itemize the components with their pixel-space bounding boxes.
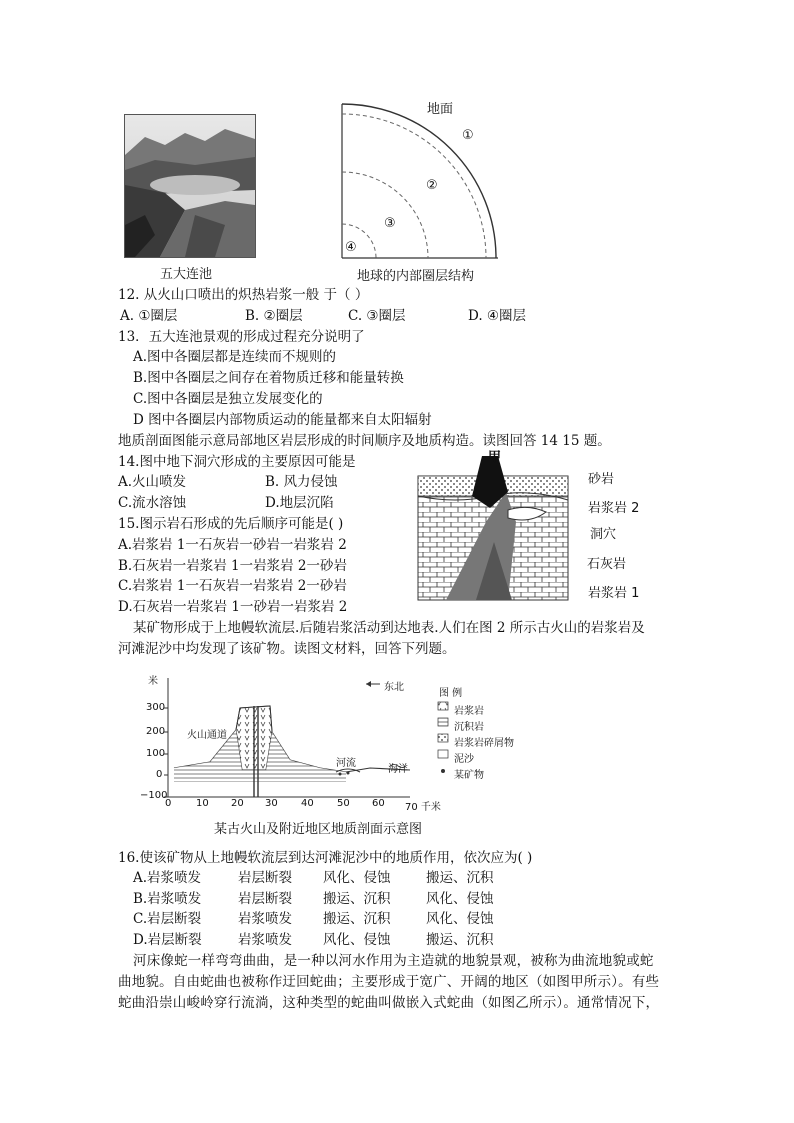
q14-option-a: A.火山喷发 <box>118 474 187 490</box>
volcano-y-tick-200: 200 <box>146 726 166 737</box>
layer-label-4: ④ <box>345 240 357 255</box>
q16-b-3: 搬运、沉积 <box>323 891 391 907</box>
q16-b-4: 风化、侵蚀 <box>426 891 494 907</box>
volcano-y-tick-neg100: −100 <box>140 790 168 801</box>
q16-a-3: 风化、侵蚀 <box>323 870 391 886</box>
volcano-x-tick-20: 20 <box>231 798 244 809</box>
section-label-top: 甲 <box>488 450 502 465</box>
section-label-magma1: 岩浆岩 1 <box>588 586 640 601</box>
passage-line-1: 河床像蛇一样弯弯曲曲，是一种以河水作用为主造就的地貌景观，被称为曲流地貌或蛇 <box>133 953 654 969</box>
volcano-caption: 某古火山及附近地区地质剖面示意图 <box>214 822 423 837</box>
intro-16-line-2: 河滩泥沙中均发现了该矿物。读图文材料，回答下列题。 <box>118 641 456 657</box>
q12-option-b: B. ②圈层 <box>245 308 303 324</box>
volcano-legend-magma: 岩浆岩 <box>454 706 484 717</box>
q12-option-a: A. ①圈层 <box>120 308 178 324</box>
volcano-legend-sand: 泥沙 <box>454 754 474 765</box>
q16-d-2: 岩浆喷发 <box>238 932 292 948</box>
q13-option-d: D 图中各圈层内部物质运动的能量都来自太阳辐射 <box>133 412 432 428</box>
volcano-sea-label: 海洋 <box>388 764 408 775</box>
q16-b-2: 岩层断裂 <box>238 891 292 907</box>
intro-16-line-1: 某矿物形成于上地幔软流层.后随岩浆活动到达地表.人们在图 2 所示古火山的岩浆岩及 <box>133 620 645 636</box>
q15-option-d: D.石灰岩一岩浆岩 1一砂岩一岩浆岩 2 <box>118 599 348 615</box>
layer-label-2: ② <box>426 178 438 193</box>
intro-14-15: 地质剖面图能示意局部地区岩层形成的时间顺序及地质构造。读图回答 14 15 题。 <box>118 433 611 449</box>
volcano-x-tick-10: 10 <box>196 798 209 809</box>
volcano-x-tick-30: 30 <box>265 798 278 809</box>
lake-photo <box>124 114 256 258</box>
photo-caption: 五大连池 <box>160 267 213 282</box>
volcano-x-tick-50: 50 <box>337 798 350 809</box>
volcano-y-unit: 米 <box>148 676 158 687</box>
q15-stem: 15.图示岩石形成的先后顺序可能是( ) <box>118 516 344 532</box>
volcano-x-tick-0: 0 <box>165 798 172 809</box>
q15-option-b: B.石灰岩一岩浆岩 1一岩浆岩 2一砂岩 <box>118 558 347 574</box>
layer-label-1: ① <box>462 128 474 143</box>
geologic-section-diagram <box>416 452 588 602</box>
q13-option-a: A.图中各圈层都是连续而不规则的 <box>133 349 337 365</box>
q16-a-4: 搬运、沉积 <box>426 870 494 886</box>
q16-b-1: B.岩浆喷发 <box>133 891 202 907</box>
q13-option-b: B.图中各圈层之间存在着物质迁移和能量转换 <box>133 370 404 386</box>
q14-option-c: C.流水溶蚀 <box>118 495 187 511</box>
q14-stem: 14.图中地下洞穴形成的主要原因可能是 <box>118 454 356 470</box>
section-label-cave: 洞穴 <box>590 527 617 542</box>
section-label-limestone: 石灰岩 <box>587 557 627 572</box>
volcano-north-label: 东北 <box>384 682 404 693</box>
q14-option-d: D.地层沉陷 <box>265 495 334 511</box>
q16-c-3: 搬运、沉积 <box>323 911 391 927</box>
section-label-sandstone: 砂岩 <box>588 472 615 487</box>
volcano-legend-sedimentary: 沉积岩 <box>454 722 484 733</box>
q16-c-2: 岩浆喷发 <box>238 911 292 927</box>
volcano-y-tick-300: 300 <box>146 702 166 713</box>
q16-c-4: 风化、侵蚀 <box>426 911 494 927</box>
earth-surface-label: 地面 <box>427 102 454 117</box>
volcano-x-tick-70: 70 千米 <box>405 802 441 813</box>
q16-d-4: 搬运、沉积 <box>426 932 494 948</box>
q16-d-1: D.岩层断裂 <box>133 932 202 948</box>
q15-option-a: A.岩浆岩 1一石灰岩一砂岩一岩浆岩 2 <box>118 537 347 553</box>
q13-stem: 13．五大连池景观的形成过程充分说明了 <box>118 329 365 345</box>
q16-stem: 16.使该矿物从上地幔软流层到达河滩泥沙中的地质作用，依次应为( ) <box>118 850 533 866</box>
section-label-magma2: 岩浆岩 2 <box>588 501 640 516</box>
q12-stem: 12. 从火山口喷出的炽热岩浆一般 于（ ） <box>118 287 369 303</box>
volcano-legend-debris: 岩浆岩碎屑物 <box>454 738 514 749</box>
q16-a-2: 岩层断裂 <box>238 870 292 886</box>
passage-line-3: 蛇曲沿崇山峻岭穿行流淌，这种类型的蛇曲叫做嵌入式蛇曲（如图乙所示）。通常情况下， <box>118 995 660 1011</box>
q16-a-1: A.岩浆喷发 <box>133 870 202 886</box>
q13-option-c: C.图中各圈层是独立发展变化的 <box>133 391 323 407</box>
volcano-river-label: 河流 <box>336 758 356 769</box>
passage-line-2: 曲地貌。自由蛇曲也被称作迂回蛇曲；主要形成于宽广、开阔的地区（如图甲所示）。有些 <box>118 974 660 990</box>
layer-label-3: ③ <box>384 216 396 231</box>
volcano-y-tick-100: 100 <box>146 748 166 759</box>
volcano-channel-label: 火山通道 <box>187 730 227 741</box>
q16-d-3: 风化、侵蚀 <box>323 932 391 948</box>
earth-caption: 地球的内部圈层结构 <box>357 269 475 284</box>
volcano-legend-mineral: 某矿物 <box>454 770 484 781</box>
earth-layers-diagram <box>334 98 504 262</box>
lake-photo-image <box>125 115 255 257</box>
volcano-legend-title: 图 例 <box>439 688 463 699</box>
volcano-x-tick-60: 60 <box>372 798 385 809</box>
q12-option-d: D. ④圈层 <box>468 308 527 324</box>
volcano-y-tick-0: 0 <box>156 769 163 780</box>
q12-option-c: C. ③圈层 <box>348 308 406 324</box>
volcano-x-tick-40: 40 <box>301 798 314 809</box>
q15-option-c: C.岩浆岩 1一石灰岩一岩浆岩 2一砂岩 <box>118 578 347 594</box>
q14-option-b: B. 风力侵蚀 <box>265 474 338 490</box>
q16-c-1: C.岩层断裂 <box>133 911 202 927</box>
